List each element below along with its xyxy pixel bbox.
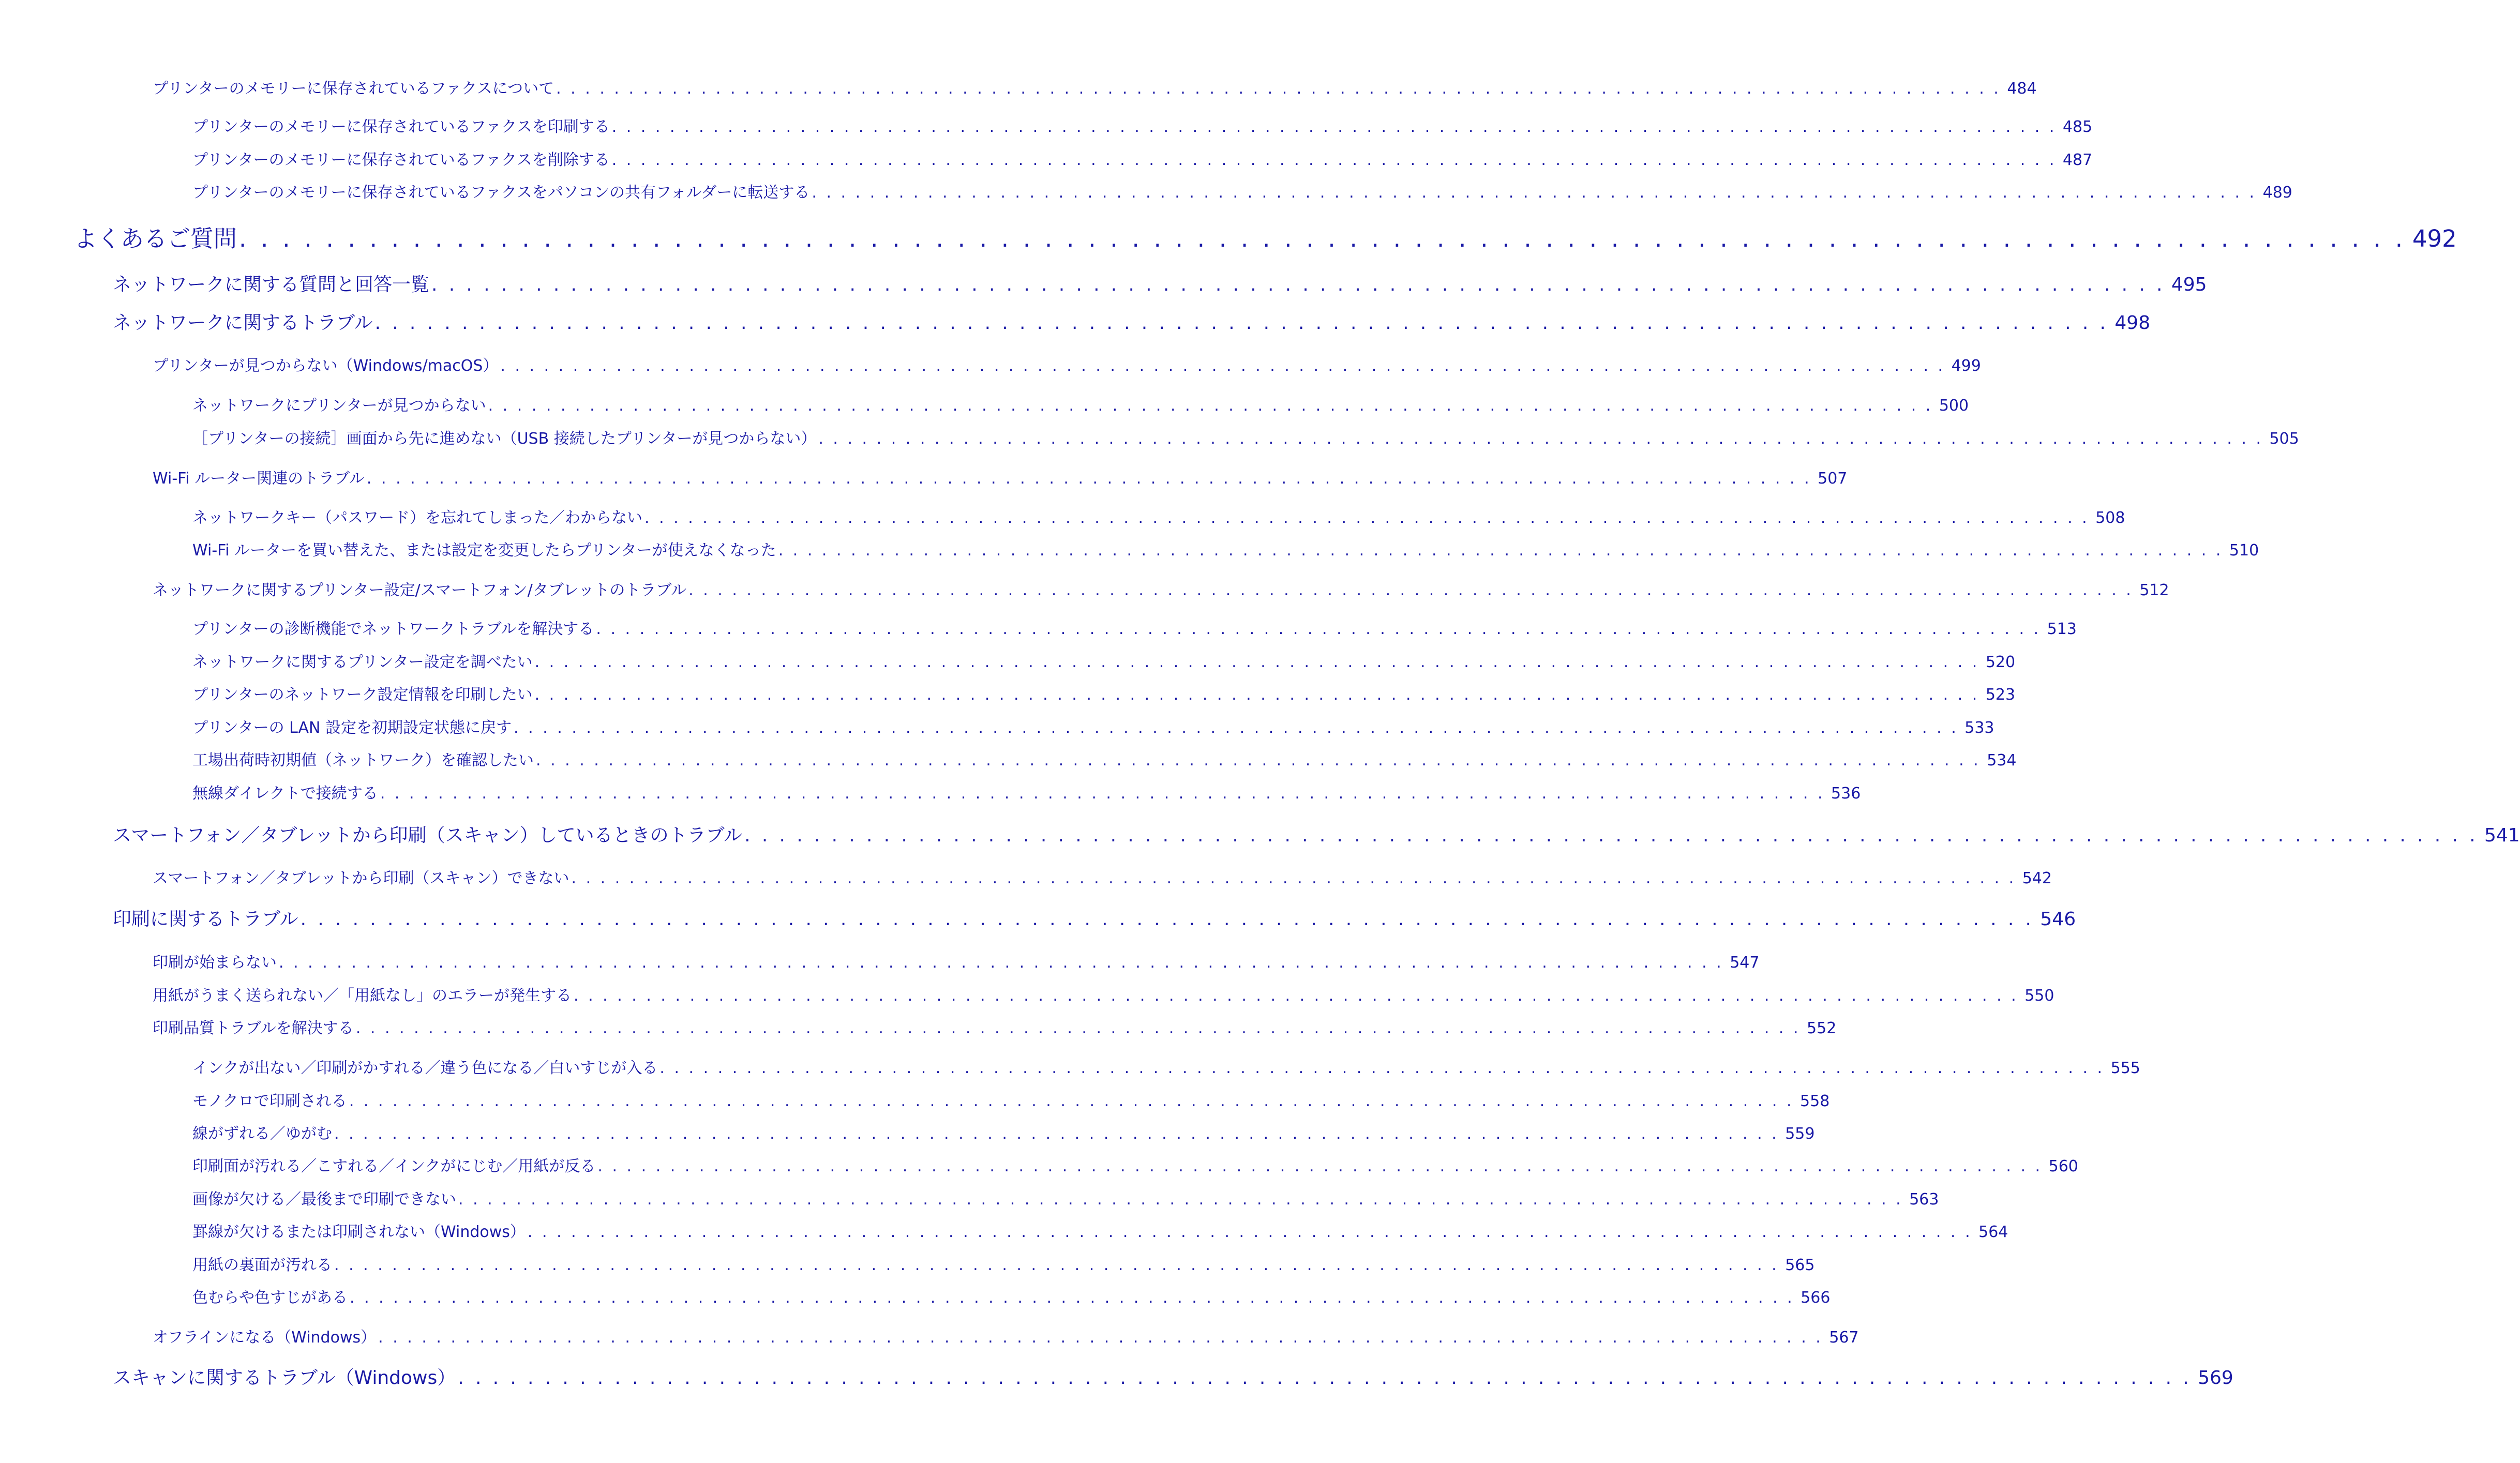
- toc-page-number: 552: [1807, 1019, 1837, 1037]
- toc-dot-leader: . . . . . . . . . . . . . . . . . . . . . . . . . . . . . . . . . . . . . . . . . . . . . . . . . . . . . . . . . . . . . . . . . . . . . . . . . . . . . . . . . . . . . . . . . . . . . . . . . . . .: [378, 1329, 1823, 1347]
- toc-page-number: 555: [2110, 1059, 2140, 1077]
- toc-dot-leader: . . . . . . . . . . . . . . . . . . . . . . . . . . . . . . . . . . . . . . . . . . . . . . . . . . . . . . . . . . . . . . . . . . . . . . . . . . . . . . . . . . . . . . . . . . . . . . . . . . . .: [334, 1256, 1779, 1274]
- toc-entry[interactable]: [153, 865, 2052, 887]
- toc-dot-leader: . . . . . . . . . . . . . . . . . . . . . . . . . . . . . . . . . . . . . . . . . . . . . . . . . . . . . . . . . . . . . . . . . . . . . . . . . . . . . . . . . . . . . . . . . . . . . . . . . . . .: [778, 541, 2223, 560]
- toc-dot-leader: . . . . . . . . . . . . . . . . . . . . . . . . . . . . . . . . . . . . . . . . . . . . . . . . . . . . . . . . . . . . . . . . . . . . . . . . . . . . . . . . . . . . . . . . . . . . . . . . . . . .: [239, 225, 2406, 252]
- toc-entry-title: 印刷品質トラブルを解決する: [153, 1019, 354, 1037]
- toc-dot-leader: . . . . . . . . . . . . . . . . . . . . . . . . . . . . . . . . . . . . . . . . . . . . . . . . . . . . . . . . . . . . . . . . . . . . . . . . . . . . . . . . . . . . . . . . . . . . . . . . . . . .: [818, 430, 2263, 448]
- toc-entry-title: インクが出ない／印刷がかすれる／違う色になる／白いすじが入る: [192, 1059, 658, 1077]
- toc-page-number: 508: [2095, 509, 2125, 527]
- toc-entry-title: プリンターのメモリーに保存されているファクスを印刷する: [192, 118, 610, 136]
- toc-entry[interactable]: [153, 949, 1760, 972]
- toc-dot-leader: . . . . . . . . . . . . . . . . . . . . . . . . . . . . . . . . . . . . . . . . . . . . . . . . . . . . . . . . . . . . . . . . . . . . . . . . . . . . . . . . . . . . . . . . . . . . . . . . . . . .: [350, 1289, 1795, 1307]
- toc-entry-title: スマートフォン／タブレットから印刷（スキャン）できない: [153, 869, 569, 887]
- toc-entry[interactable]: [113, 308, 2151, 334]
- toc-page-number: 533: [1964, 719, 1994, 737]
- toc-entry-title: プリンターの LAN 設定を初期設定状態に戻す: [192, 719, 512, 737]
- toc-entry-title: ネットワークに関する質問と回答一覧: [113, 274, 430, 295]
- toc-entry-title: ネットワークキー（パスワード）を忘れてしまった／わからない: [192, 509, 642, 527]
- toc-entry-title: 用紙がうまく送られない／「用紙なし」のエラーが発生する: [153, 987, 572, 1005]
- toc-entry-title: ［プリンターの接続］画面から先に進めない（USB 接続したプリンターが見つからない）: [192, 430, 817, 448]
- toc-entry-title: Wi-Fi ルーターを買い替えた、または設定を変更したらプリンターが使えなくなった: [192, 541, 776, 560]
- toc-page-number: 492: [2412, 225, 2457, 252]
- toc-entry[interactable]: [153, 1324, 1859, 1347]
- toc-entry[interactable]: [192, 505, 2125, 527]
- toc-entry-title: スマートフォン／タブレットから印刷（スキャン）しているときのトラブル: [113, 825, 743, 846]
- toc-dot-leader: . . . . . . . . . . . . . . . . . . . . . . . . . . . . . . . . . . . . . . . . . . . . . . . . . . . . . . . . . . . . . . . . . . . . . . . . . . . . . . . . . . . . . . . . . . . . . . . . . . . .: [571, 869, 2016, 887]
- toc-dot-leader: . . . . . . . . . . . . . . . . . . . . . . . . . . . . . . . . . . . . . . . . . . . . . . . . . . . . . . . . . . . . . . . . . . . . . . . . . . . . . . . . . . . . . . . . . . . . . . . . . . . .: [300, 909, 2034, 930]
- toc-entry-title: ネットワークに関するプリンター設定/スマートフォン/タブレットのトラブル: [153, 581, 687, 599]
- toc-page-number: 565: [1785, 1256, 1815, 1274]
- toc-page-number: 495: [2171, 274, 2207, 295]
- toc-dot-leader: . . . . . . . . . . . . . . . . . . . . . . . . . . . . . . . . . . . . . . . . . . . . . . . . . . . . . . . . . . . . . . . . . . . . . . . . . . . . . . . . . . . . . . . . . . . . . . . . . . . .: [279, 954, 1724, 972]
- toc-entry-title: 印刷面が汚れる／こすれる／インクがにじむ／用紙が反る: [192, 1157, 596, 1175]
- toc-entry[interactable]: [192, 114, 2093, 136]
- toc-page-number: 485: [2062, 118, 2093, 136]
- toc-dot-leader: . . . . . . . . . . . . . . . . . . . . . . . . . . . . . . . . . . . . . . . . . . . . . . . . . . . . . . . . . . . . . . . . . . . . . . . . . . . . . . . . . . . . . . . . . . . . . . . . . . . .: [527, 1223, 1973, 1241]
- toc-entry[interactable]: [192, 1219, 2008, 1241]
- toc-page-number: 484: [2007, 80, 2037, 98]
- toc-entry-title: 罫線が欠けるまたは印刷されない（Windows）: [192, 1223, 526, 1241]
- toc-dot-leader: . . . . . . . . . . . . . . . . . . . . . . . . . . . . . . . . . . . . . . . . . . . . . . . . . . . . . . . . . . . . . . . . . . . . . . . . . . . . . . . . . . . . . . . . . . . . . . . . . . . .: [458, 1190, 1903, 1209]
- toc-dot-leader: . . . . . . . . . . . . . . . . . . . . . . . . . . . . . . . . . . . . . . . . . . . . . . . . . . . . . . . . . . . . . . . . . . . . . . . . . . . . . . . . . . . . . . . . . . . . . . . . . . . .: [514, 719, 1959, 737]
- toc-entry-title: プリンターが見つからない（Windows/macOS）: [153, 357, 499, 375]
- toc-entry-title: プリンターの診断機能でネットワークトラブルを解決する: [192, 620, 594, 638]
- toc-entry-title: ネットワークにプリンターが見つからない: [192, 397, 486, 415]
- toc-dot-leader: . . . . . . . . . . . . . . . . . . . . . . . . . . . . . . . . . . . . . . . . . . . . . . . . . . . . . . . . . . . . . . . . . . . . . . . . . . . . . . . . . . . . . . . . . . . . . . . . . . . .: [596, 620, 2041, 638]
- toc-page-number: 541: [2484, 825, 2520, 846]
- toc-dot-leader: . . . . . . . . . . . . . . . . . . . . . . . . . . . . . . . . . . . . . . . . . . . . . . . . . . . . . . . . . . . . . . . . . . . . . . . . . . . . . . . . . . . . . . . . . . . . . . . . . . . .: [611, 151, 2057, 169]
- toc-dot-leader: . . . . . . . . . . . . . . . . . . . . . . . . . . . . . . . . . . . . . . . . . . . . . . . . . . . . . . . . . . . . . . . . . . . . . . . . . . . . . . . . . . . . . . . . . . . . . . . . . . . .: [611, 118, 2057, 136]
- toc-page-number: 546: [2040, 909, 2076, 930]
- toc-dot-leader: . . . . . . . . . . . . . . . . . . . . . . . . . . . . . . . . . . . . . . . . . . . . . . . . . . . . . . . . . . . . . . . . . . . . . . . . . . . . . . . . . . . . . . . . . . . . . . . . . . . .: [556, 80, 2001, 98]
- toc-dot-leader: . . . . . . . . . . . . . . . . . . . . . . . . . . . . . . . . . . . . . . . . . . . . . . . . . . . . . . . . . . . . . . . . . . . . . . . . . . . . . . . . . . . . . . . . . . . . . . . . . . . .: [597, 1157, 2043, 1175]
- toc-entry-title: 印刷に関するトラブル: [113, 909, 298, 930]
- toc-entry[interactable]: [74, 220, 2457, 252]
- toc-entry[interactable]: [192, 747, 2017, 770]
- toc-dot-leader: . . . . . . . . . . . . . . . . . . . . . . . . . . . . . . . . . . . . . . . . . . . . . . . . . . . . . . . . . . . . . . . . . . . . . . . . . . . . . . . . . . . . . . . . . . . . . . . . . . . .: [688, 581, 2134, 599]
- toc-dot-leader: . . . . . . . . . . . . . . . . . . . . . . . . . . . . . . . . . . . . . . . . . . . . . . . . . . . . . . . . . . . . . . . . . . . . . . . . . . . . . . . . . . . . . . . . . . . . . . . . . . . .: [366, 470, 1812, 488]
- toc-entry[interactable]: [153, 465, 1848, 488]
- toc-entry-title: Wi-Fi ルーター関連のトラブル: [153, 470, 365, 488]
- toc-dot-leader: . . . . . . . . . . . . . . . . . . . . . . . . . . . . . . . . . . . . . . . . . . . . . . . . . . . . . . . . . . . . . . . . . . . . . . . . . . . . . . . . . . . . . . . . . . . . . . . . . . . .: [534, 653, 1979, 671]
- toc-page-number: 560: [2048, 1157, 2078, 1175]
- toc-entry[interactable]: [192, 780, 1861, 803]
- toc-entry[interactable]: [153, 1015, 1837, 1037]
- toc-entry[interactable]: [113, 904, 2076, 930]
- toc-entry-title: プリンターのメモリーに保存されているファクスについて: [153, 80, 554, 98]
- toc-dot-leader: . . . . . . . . . . . . . . . . . . . . . . . . . . . . . . . . . . . . . . . . . . . . . . . . . . . . . . . . . . . . . . . . . . . . . . . . . . . . . . . . . . . . . . . . . . . . . . . . . . . .: [458, 1367, 2192, 1389]
- toc-dot-leader: . . . . . . . . . . . . . . . . . . . . . . . . . . . . . . . . . . . . . . . . . . . . . . . . . . . . . . . . . . . . . . . . . . . . . . . . . . . . . . . . . . . . . . . . . . . . . . . . . . . .: [812, 184, 2257, 202]
- toc-page-number: 542: [2022, 869, 2052, 887]
- toc-entry-title: モノクロで印刷される: [192, 1092, 347, 1110]
- toc-entry-title: 無線ダイレクトで接続する: [192, 785, 378, 803]
- toc-page-number: 534: [1987, 751, 2017, 770]
- toc-dot-leader: . . . . . . . . . . . . . . . . . . . . . . . . . . . . . . . . . . . . . . . . . . . . . . . . . . . . . . . . . . . . . . . . . . . . . . . . . . . . . . . . . . . . . . . . . . . . . . . . . . . .: [349, 1092, 1794, 1110]
- toc-entry-title: ネットワークに関するプリンター設定を調べたい: [192, 653, 533, 671]
- toc-entry[interactable]: [192, 537, 2259, 560]
- toc-entry[interactable]: [192, 1252, 1815, 1274]
- toc-page-number: 523: [1985, 686, 2016, 704]
- toc-entry-title: 工場出荷時初期値（ネットワーク）を確認したい: [192, 751, 534, 770]
- toc-dot-leader: . . . . . . . . . . . . . . . . . . . . . . . . . . . . . . . . . . . . . . . . . . . . . . . . . . . . . . . . . . . . . . . . . . . . . . . . . . . . . . . . . . . . . . . . . . . . . . . . . . . .: [744, 825, 2478, 846]
- toc-page-number: 566: [1801, 1289, 1831, 1307]
- toc-dot-leader: . . . . . . . . . . . . . . . . . . . . . . . . . . . . . . . . . . . . . . . . . . . . . . . . . . . . . . . . . . . . . . . . . . . . . . . . . . . . . . . . . . . . . . . . . . . . . . . . . . . .: [534, 686, 1979, 704]
- toc-dot-leader: . . . . . . . . . . . . . . . . . . . . . . . . . . . . . . . . . . . . . . . . . . . . . . . . . . . . . . . . . . . . . . . . . . . . . . . . . . . . . . . . . . . . . . . . . . . . . . . . . . . .: [644, 509, 2090, 527]
- toc-entry[interactable]: [192, 1088, 1830, 1110]
- toc-page-number: 569: [2198, 1367, 2233, 1389]
- toc-page-number: 520: [1985, 653, 2016, 671]
- toc-entry[interactable]: [153, 76, 2037, 98]
- toc-page-number: 564: [1978, 1223, 2008, 1241]
- toc-page-number: 513: [2047, 620, 2077, 638]
- toc-dot-leader: . . . . . . . . . . . . . . . . . . . . . . . . . . . . . . . . . . . . . . . . . . . . . . . . . . . . . . . . . . . . . . . . . . . . . . . . . . . . . . . . . . . . . . . . . . . . . . . . . . . .: [500, 357, 1945, 375]
- toc-dot-leader: . . . . . . . . . . . . . . . . . . . . . . . . . . . . . . . . . . . . . . . . . . . . . . . . . . . . . . . . . . . . . . . . . . . . . . . . . . . . . . . . . . . . . . . . . . . . . . . . . . . .: [431, 274, 2165, 295]
- toc-entry[interactable]: [192, 682, 2016, 704]
- toc-page-number: 489: [2262, 184, 2292, 202]
- toc-entry[interactable]: [192, 147, 2093, 169]
- toc-page-number: 498: [2114, 312, 2151, 334]
- toc-dot-leader: . . . . . . . . . . . . . . . . . . . . . . . . . . . . . . . . . . . . . . . . . . . . . . . . . . . . . . . . . . . . . . . . . . . . . . . . . . . . . . . . . . . . . . . . . . . . . . . . . . . .: [659, 1059, 2105, 1077]
- toc-entry-title: よくあるご質問: [74, 225, 237, 252]
- toc-entry[interactable]: [113, 1363, 2233, 1389]
- toc-dot-leader: . . . . . . . . . . . . . . . . . . . . . . . . . . . . . . . . . . . . . . . . . . . . . . . . . . . . . . . . . . . . . . . . . . . . . . . . . . . . . . . . . . . . . . . . . . . . . . . . . . . .: [374, 312, 2109, 334]
- toc-page-number: 536: [1831, 785, 1861, 803]
- toc-entry-title: スキャンに関するトラブル（Windows）: [113, 1367, 456, 1389]
- toc-entry[interactable]: [192, 393, 1969, 415]
- toc-entry[interactable]: [192, 1153, 2078, 1175]
- toc-page-number: 510: [2229, 541, 2259, 560]
- toc-entry-title: プリンターのメモリーに保存されているファクスをパソコンの共有フォルダーに転送する: [192, 184, 810, 202]
- toc-page-number: 559: [1785, 1125, 1815, 1143]
- toc-entry[interactable]: [192, 1285, 1831, 1307]
- toc-entry-title: 線がずれる／ゆがむ: [192, 1125, 332, 1143]
- toc-entry[interactable]: [153, 353, 1981, 375]
- toc-entry[interactable]: [192, 616, 2077, 638]
- toc-entry-title: 画像が欠ける／最後まで印刷できない: [192, 1190, 456, 1209]
- toc-entry[interactable]: [192, 715, 1994, 737]
- toc-page-number: 487: [2062, 151, 2093, 169]
- toc-dot-leader: . . . . . . . . . . . . . . . . . . . . . . . . . . . . . . . . . . . . . . . . . . . . . . . . . . . . . . . . . . . . . . . . . . . . . . . . . . . . . . . . . . . . . . . . . . . . . . . . . . . .: [574, 987, 2019, 1005]
- toc-entry[interactable]: [192, 1121, 1815, 1143]
- toc-entry-title: 色むらや色すじがある: [192, 1289, 348, 1307]
- toc-dot-leader: . . . . . . . . . . . . . . . . . . . . . . . . . . . . . . . . . . . . . . . . . . . . . . . . . . . . . . . . . . . . . . . . . . . . . . . . . . . . . . . . . . . . . . . . . . . . . . . . . . . .: [488, 397, 1933, 415]
- toc-entry-title: 印刷が始まらない: [153, 954, 277, 972]
- toc-entry[interactable]: [192, 179, 2292, 202]
- toc-page-number: 558: [1800, 1092, 1830, 1110]
- toc-page-number: 567: [1829, 1329, 1859, 1347]
- toc-entry-title: オフラインになる（Windows）: [153, 1329, 377, 1347]
- toc-entry[interactable]: [113, 821, 2520, 847]
- toc-entry[interactable]: [192, 1055, 2140, 1077]
- toc-entry[interactable]: [192, 426, 2299, 448]
- toc-entry-title: プリンターのメモリーに保存されているファクスを削除する: [192, 151, 610, 169]
- toc-page-number: 499: [1951, 357, 1981, 375]
- toc-entry-title: ネットワークに関するトラブル: [113, 312, 373, 334]
- toc-page-number: 547: [1730, 954, 1760, 972]
- toc-page-number: 500: [1939, 397, 1969, 415]
- toc-entry[interactable]: [192, 649, 2016, 671]
- toc-dot-leader: . . . . . . . . . . . . . . . . . . . . . . . . . . . . . . . . . . . . . . . . . . . . . . . . . . . . . . . . . . . . . . . . . . . . . . . . . . . . . . . . . . . . . . . . . . . . . . . . . . . .: [536, 751, 1981, 770]
- toc-entry-title: プリンターのネットワーク設定情報を印刷したい: [192, 686, 533, 704]
- toc-entry[interactable]: [192, 1186, 1939, 1209]
- toc-page-number: 512: [2139, 581, 2169, 599]
- toc-entry[interactable]: [113, 270, 2207, 296]
- toc-page-number: 505: [2269, 430, 2299, 448]
- toc-page-number: 550: [2024, 987, 2054, 1005]
- toc-dot-leader: . . . . . . . . . . . . . . . . . . . . . . . . . . . . . . . . . . . . . . . . . . . . . . . . . . . . . . . . . . . . . . . . . . . . . . . . . . . . . . . . . . . . . . . . . . . . . . . . . . . .: [355, 1019, 1801, 1037]
- toc-page-number: 507: [1818, 470, 1848, 488]
- toc-entry[interactable]: [153, 983, 2054, 1005]
- toc-entry[interactable]: [153, 577, 2169, 599]
- toc-entry-title: 用紙の裏面が汚れる: [192, 1256, 332, 1274]
- toc-dot-leader: . . . . . . . . . . . . . . . . . . . . . . . . . . . . . . . . . . . . . . . . . . . . . . . . . . . . . . . . . . . . . . . . . . . . . . . . . . . . . . . . . . . . . . . . . . . . . . . . . . . .: [334, 1125, 1779, 1143]
- toc-page-number: 563: [1909, 1190, 1939, 1209]
- toc-dot-leader: . . . . . . . . . . . . . . . . . . . . . . . . . . . . . . . . . . . . . . . . . . . . . . . . . . . . . . . . . . . . . . . . . . . . . . . . . . . . . . . . . . . . . . . . . . . . . . . . . . . .: [380, 785, 1825, 803]
